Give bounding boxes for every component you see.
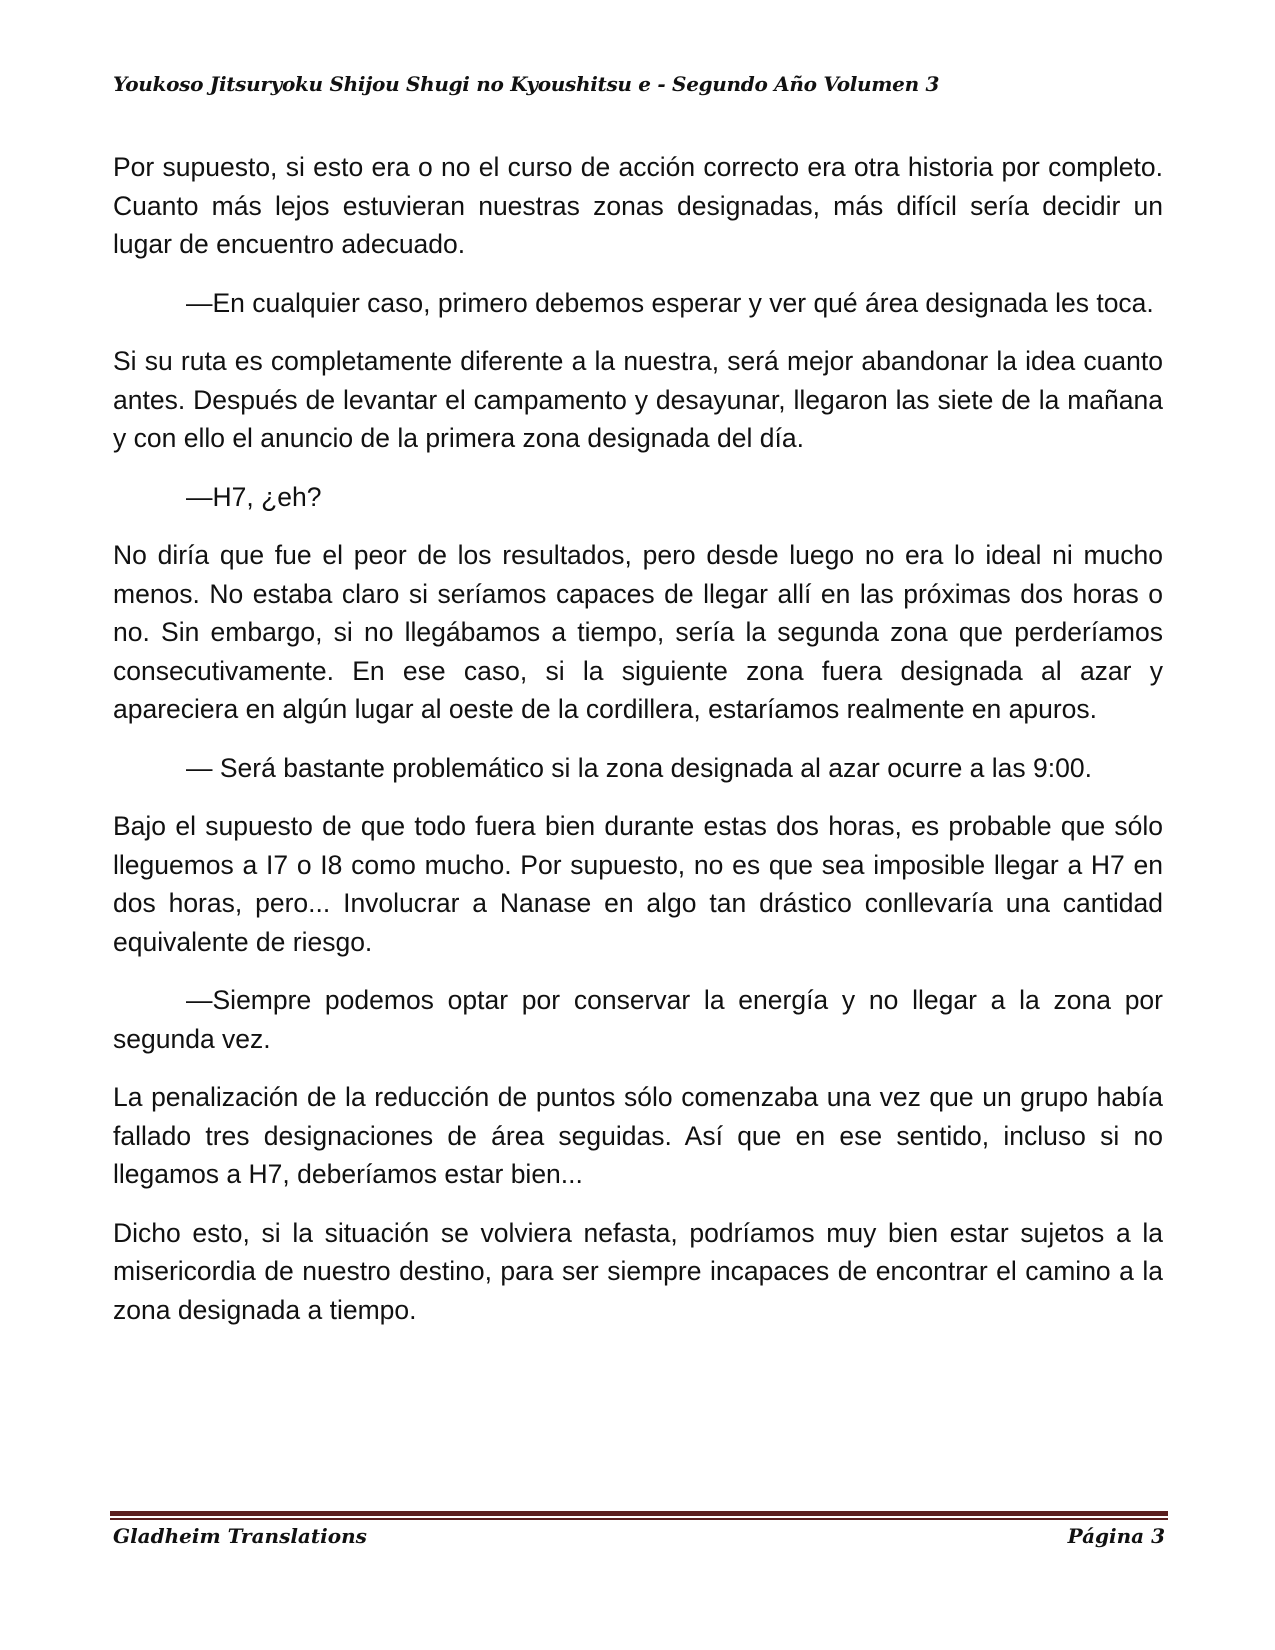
page-body	[113, 148, 1163, 1349]
footer-divider-thin	[110, 1518, 1168, 1520]
footer-divider	[110, 1511, 1168, 1520]
paragraph-dialogue: —Siempre podemos optar por conservar la energía y no llegar a la zona por segunda vez.	[113, 985, 1163, 1054]
footer-credit: Gladheim Translations	[113, 1524, 367, 1548]
page-footer	[113, 1524, 1165, 1548]
paragraph-narration: Dicho esto, si la situación se volviera nefasta, podríamos muy bien estar sujetos a la misericordia de nuestro destino, para ser siempre incapaces de encontrar el camino a la zona designada a tiempo.	[113, 1217, 1163, 1325]
paragraph-narration: Bajo el supuesto de que todo fuera bien durante estas dos horas, es probable que sólo lleguemos a I7 o I8 como mucho. Por supuesto, no es que sea imposible llegar a H7 en dos horas, pero... Involucrar a Nanase en algo tan drástico conllevaría una cantidad equivalente de riesgo.	[113, 811, 1163, 957]
paragraph-narration: La penalización de la reducción de puntos sólo comenzaba una vez que un grupo había fallado tres designaciones de área seguidas. Así que en ese sentido, incluso si no llegamos a H7, deberíamos estar bien...	[113, 1082, 1163, 1189]
page-number: Página 3	[1067, 1524, 1165, 1548]
paragraph-dialogue: — Será bastante problemático si la zona designada al azar ocurre a las 9:00.	[186, 752, 1092, 783]
paragraph-dialogue: —En cualquier caso, primero debemos esperar y ver qué área designada les toca.	[186, 287, 1154, 318]
paragraph-dialogue: —H7, ¿eh?	[186, 481, 322, 512]
running-header-title: Youkoso Jitsuryoku Shijou Shugi no Kyoushitsu e - Segundo Año Volumen 3	[113, 72, 940, 96]
paragraph-narration: Si su ruta es completamente diferente a la nuestra, será mejor abandonar la idea cuanto antes. Después de levantar el campamento y desayunar, llegaron las siete de la mañana y con ello el anuncio de la primera zona designada del día.	[113, 346, 1163, 453]
paragraph-narration: Por supuesto, si esto era o no el curso de acción correcto era otra historia por completo. Cuanto más lejos estuvieran nuestras zonas designadas, más difícil sería decidir un lugar de encuentro adecuado.	[113, 152, 1163, 259]
paragraph-narration: No diría que fue el peor de los resultados, pero desde luego no era lo ideal ni mucho menos. No estaba claro si seríamos capaces de llegar allí en las próximas dos horas o no. Sin embargo, si no llegábamos a tiempo, sería la segunda zona que perderíamos consecutivamente. En ese caso, si la siguiente zona fuera designada al azar y apareciera en algún lugar al oeste de la cordillera, estaríamos realmente en apuros.	[113, 540, 1163, 724]
